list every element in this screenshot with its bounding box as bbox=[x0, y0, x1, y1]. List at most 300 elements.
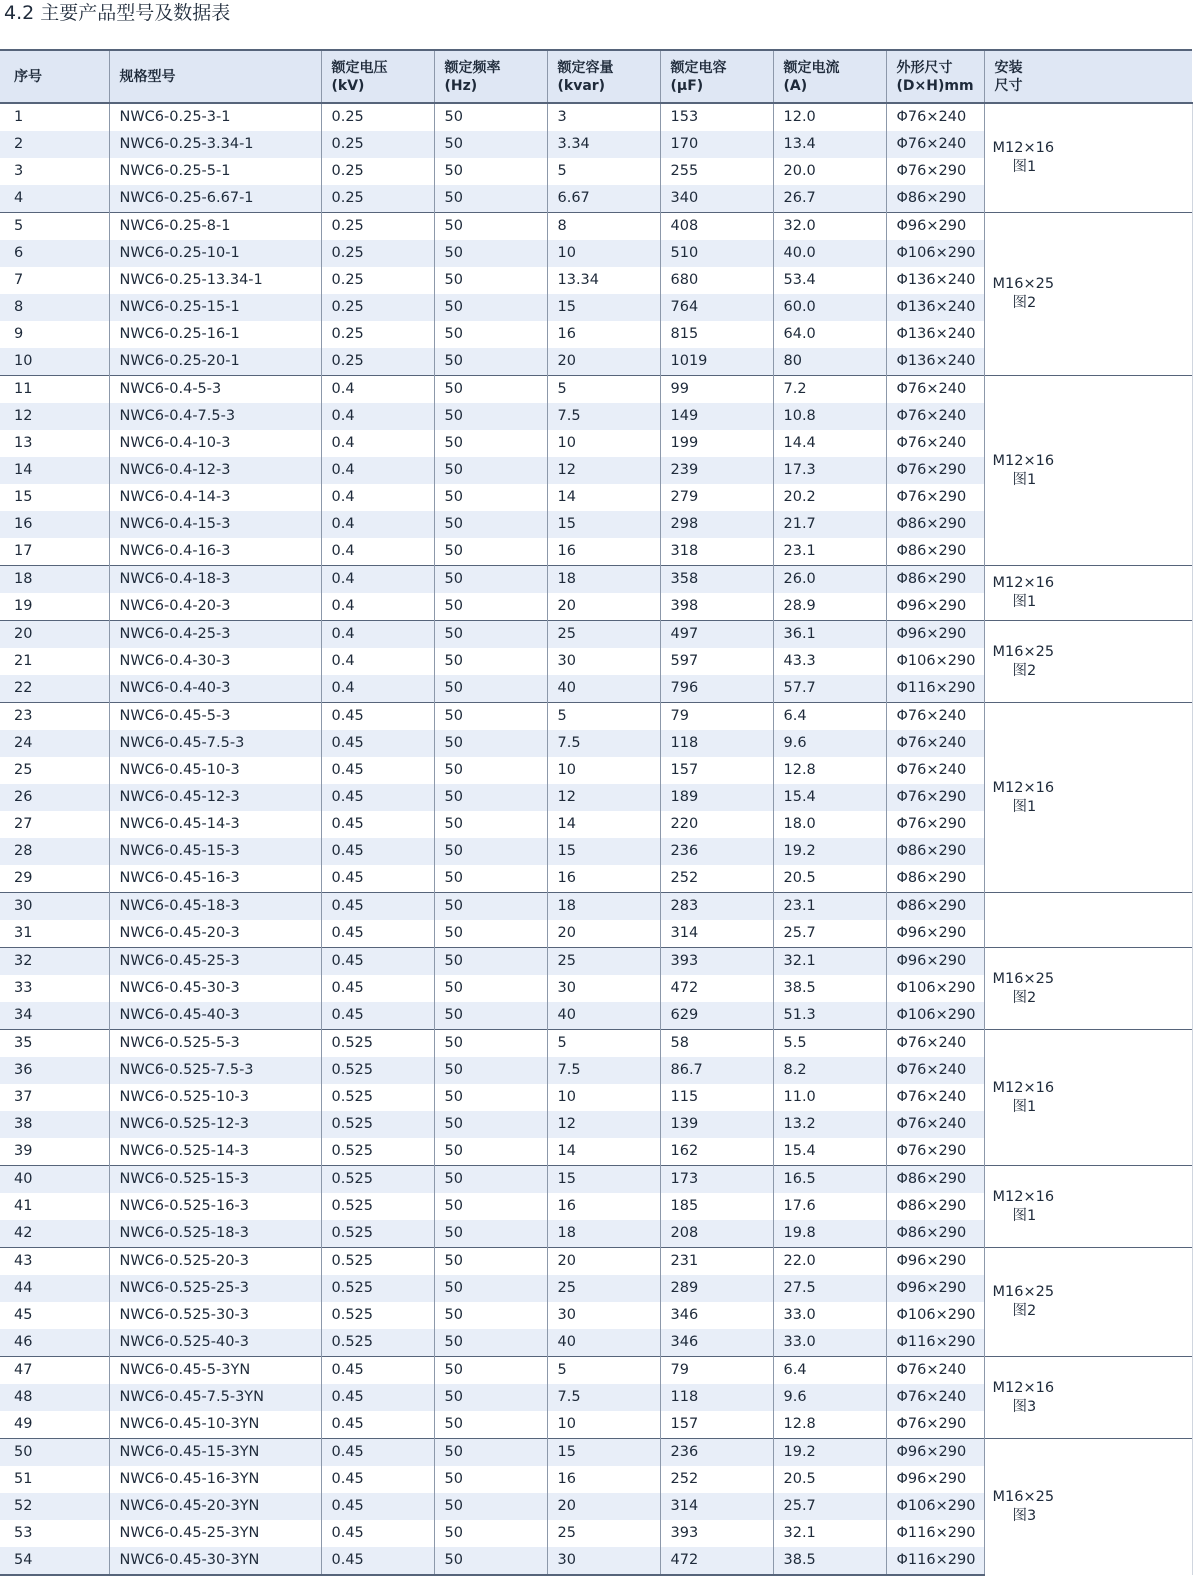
mounting-size: M16×25 bbox=[992, 643, 1055, 660]
cell-current: 51.3 bbox=[773, 1002, 886, 1030]
cell-voltage: 0.25 bbox=[321, 240, 434, 267]
table-row bbox=[0, 703, 1192, 731]
cell-frequency: 50 bbox=[434, 1166, 547, 1194]
cell-current: 19.2 bbox=[773, 1439, 886, 1467]
mounting-figure: 图2 bbox=[1012, 989, 1037, 1006]
cell-frequency: 50 bbox=[434, 1466, 547, 1493]
cell-model: NWC6-0.525-14-3 bbox=[109, 1138, 321, 1166]
cell-voltage: 0.45 bbox=[321, 1520, 434, 1547]
cell-current: 20.2 bbox=[773, 484, 886, 511]
cell-capacity: 6.67 bbox=[547, 185, 660, 213]
mounting-figure: 图3 bbox=[1012, 1398, 1037, 1415]
cell-capacitance: 314 bbox=[660, 1493, 773, 1520]
cell-voltage: 0.45 bbox=[321, 838, 434, 865]
cell-capacity: 14 bbox=[547, 811, 660, 838]
cell-model: NWC6-0.525-5-3 bbox=[109, 1030, 321, 1058]
cell-model: NWC6-0.25-5-1 bbox=[109, 158, 321, 185]
cell-index: 47 bbox=[0, 1357, 109, 1385]
cell-capacity: 20 bbox=[547, 593, 660, 621]
cell-capacitance: 289 bbox=[660, 1275, 773, 1302]
cell-current: 7.2 bbox=[773, 376, 886, 404]
cell-model: NWC6-0.25-8-1 bbox=[109, 213, 321, 241]
cell-mounting bbox=[984, 1248, 1192, 1357]
mounting-size: M16×25 bbox=[992, 970, 1055, 987]
cell-current: 15.4 bbox=[773, 784, 886, 811]
cell-capacity: 15 bbox=[547, 1166, 660, 1194]
cell-voltage: 0.25 bbox=[321, 321, 434, 348]
cell-model: NWC6-0.525-20-3 bbox=[109, 1248, 321, 1276]
cell-model: NWC6-0.45-20-3 bbox=[109, 920, 321, 948]
cell-capacitance: 252 bbox=[660, 865, 773, 893]
cell-index: 2 bbox=[0, 131, 109, 158]
cell-capacitance: 162 bbox=[660, 1138, 773, 1166]
mounting-size: M12×16 bbox=[992, 1079, 1055, 1096]
cell-frequency: 50 bbox=[434, 1520, 547, 1547]
cell-current: 21.7 bbox=[773, 511, 886, 538]
cell-model: NWC6-0.525-16-3 bbox=[109, 1193, 321, 1220]
cell-index: 39 bbox=[14, 1143, 33, 1159]
cell-voltage: 0.525 bbox=[321, 1084, 434, 1111]
cell-frequency: 50 bbox=[434, 865, 547, 893]
cell-voltage: 0.25 bbox=[321, 158, 434, 185]
cell-voltage: 0.45 bbox=[321, 1547, 434, 1575]
cell-capacity: 5 bbox=[547, 158, 660, 185]
cell-capacity: 30 bbox=[547, 1302, 660, 1329]
cell-voltage: 0.525 bbox=[321, 1138, 434, 1166]
cell-capacity: 16 bbox=[547, 321, 660, 348]
cell-index: 1 bbox=[14, 109, 24, 125]
cell-capacitance: 255 bbox=[660, 158, 773, 185]
cell-index: 23 bbox=[0, 703, 109, 731]
cell-model: NWC6-0.4-18-3 bbox=[109, 566, 321, 594]
cell-index: 44 bbox=[0, 1275, 109, 1302]
col-header-frequency bbox=[434, 50, 547, 103]
header-unit: (kvar) bbox=[557, 77, 606, 94]
mounting-size: M12×16 bbox=[992, 452, 1055, 469]
header-label: 额定容量 bbox=[557, 59, 614, 76]
cell-index: 12 bbox=[0, 403, 109, 430]
cell-current: 5.5 bbox=[773, 1030, 886, 1058]
cell-voltage: 0.4 bbox=[321, 566, 434, 594]
cell-model: NWC6-0.4-30-3 bbox=[109, 648, 321, 675]
cell-dimensions: Φ86×290 bbox=[886, 1193, 984, 1220]
cell-voltage: 0.45 bbox=[321, 1002, 434, 1030]
cell-current: 60.0 bbox=[773, 294, 886, 321]
cell-dimensions: Φ76×290 bbox=[886, 1138, 984, 1166]
cell-voltage: 0.25 bbox=[321, 267, 434, 294]
cell-frequency: 50 bbox=[434, 348, 547, 376]
cell-dimensions: Φ106×290 bbox=[886, 240, 984, 267]
cell-voltage: 0.4 bbox=[321, 648, 434, 675]
cell-index: 36 bbox=[0, 1057, 109, 1084]
cell-capacity: 16 bbox=[547, 865, 660, 893]
cell-dimensions: Φ116×290 bbox=[886, 1329, 984, 1357]
cell-model: NWC6-0.525-18-3 bbox=[109, 1220, 321, 1248]
cell-capacity: 25 bbox=[547, 1520, 660, 1547]
product-data-table bbox=[0, 49, 1193, 1576]
cell-index: 40 bbox=[0, 1166, 109, 1194]
cell-dimensions: Φ76×290 bbox=[886, 484, 984, 511]
cell-capacitance: 796 bbox=[660, 675, 773, 703]
cell-voltage: 0.45 bbox=[321, 784, 434, 811]
cell-model: NWC6-0.25-15-1 bbox=[109, 294, 321, 321]
cell-index: 10 bbox=[0, 348, 109, 376]
cell-capacitance: 220 bbox=[660, 811, 773, 838]
table-row bbox=[0, 1166, 1192, 1194]
cell-mounting bbox=[984, 703, 1192, 893]
cell-current: 17.3 bbox=[773, 457, 886, 484]
cell-index: 34 bbox=[0, 1002, 109, 1030]
cell-frequency: 50 bbox=[434, 213, 547, 241]
cell-frequency: 50 bbox=[434, 1275, 547, 1302]
cell-dimensions: Φ76×240 bbox=[886, 703, 984, 731]
cell-capacity: 8 bbox=[547, 213, 660, 241]
cell-current: 26.0 bbox=[773, 566, 886, 594]
page-title: 4.2 主要产品型号及数据表 bbox=[4, 2, 231, 24]
cell-index: 31 bbox=[14, 925, 33, 941]
mounting-figure: 图1 bbox=[1012, 1098, 1037, 1115]
cell-capacitance: 358 bbox=[660, 566, 773, 594]
cell-voltage: 0.45 bbox=[321, 920, 434, 948]
cell-capacity: 18 bbox=[547, 566, 660, 594]
cell-dimensions: Φ76×290 bbox=[886, 1411, 984, 1439]
cell-capacitance: 236 bbox=[660, 1439, 773, 1467]
header-label: 额定电流 bbox=[783, 59, 840, 76]
cell-index: 6 bbox=[0, 240, 109, 267]
cell-capacity: 3 bbox=[547, 103, 660, 131]
cell-current: 9.6 bbox=[773, 1384, 886, 1411]
cell-model: NWC6-0.45-15-3 bbox=[109, 838, 321, 865]
cell-dimensions: Φ96×290 bbox=[886, 621, 984, 649]
cell-dimensions: Φ76×290 bbox=[886, 784, 984, 811]
table-row bbox=[0, 213, 1192, 241]
cell-model: NWC6-0.525-12-3 bbox=[109, 1111, 321, 1138]
cell-model: NWC6-0.525-10-3 bbox=[109, 1084, 321, 1111]
header-label: 序号 bbox=[14, 68, 42, 85]
header-label: 规格型号 bbox=[119, 68, 176, 85]
cell-frequency: 50 bbox=[434, 730, 547, 757]
cell-index: 41 bbox=[14, 1198, 33, 1214]
cell-capacitance: 118 bbox=[660, 730, 773, 757]
table-row bbox=[0, 948, 1192, 976]
cell-frequency: 50 bbox=[434, 403, 547, 430]
cell-dimensions: Φ86×290 bbox=[886, 1220, 984, 1248]
cell-model: NWC6-0.4-25-3 bbox=[109, 621, 321, 649]
cell-current: 20.5 bbox=[773, 865, 886, 893]
mounting-figure: 图2 bbox=[1012, 662, 1037, 679]
cell-dimensions: Φ136×240 bbox=[886, 348, 984, 376]
cell-frequency: 50 bbox=[434, 757, 547, 784]
cell-current: 8.2 bbox=[773, 1057, 886, 1084]
cell-frequency: 50 bbox=[434, 811, 547, 838]
table-row bbox=[0, 566, 1192, 594]
cell-index: 29 bbox=[14, 870, 33, 886]
cell-voltage: 0.4 bbox=[321, 538, 434, 566]
cell-current: 20.5 bbox=[773, 1466, 886, 1493]
cell-voltage: 0.525 bbox=[321, 1220, 434, 1248]
header-label: 额定电压 bbox=[331, 59, 388, 76]
col-header-dimensions bbox=[886, 50, 984, 103]
cell-frequency: 50 bbox=[434, 1439, 547, 1467]
mounting-size: M12×16 bbox=[992, 1188, 1055, 1205]
cell-dimensions: Φ96×290 bbox=[886, 1248, 984, 1276]
cell-capacity: 25 bbox=[547, 621, 660, 649]
cell-dimensions: Φ76×240 bbox=[886, 376, 984, 404]
cell-mounting bbox=[984, 893, 1192, 948]
cell-frequency: 50 bbox=[434, 1547, 547, 1575]
cell-index: 8 bbox=[0, 294, 109, 321]
cell-capacity: 12 bbox=[547, 1111, 660, 1138]
cell-current: 64.0 bbox=[773, 321, 886, 348]
cell-capacitance: 408 bbox=[660, 213, 773, 241]
cell-capacity: 5 bbox=[547, 703, 660, 731]
cell-model: NWC6-0.4-40-3 bbox=[109, 675, 321, 703]
header-unit: (A) bbox=[783, 77, 808, 94]
cell-current: 22.0 bbox=[773, 1248, 886, 1276]
cell-model: NWC6-0.45-15-3YN bbox=[109, 1439, 321, 1467]
cell-capacitance: 99 bbox=[660, 376, 773, 404]
cell-frequency: 50 bbox=[434, 511, 547, 538]
cell-capacitance: 340 bbox=[660, 185, 773, 213]
cell-frequency: 50 bbox=[434, 321, 547, 348]
cell-voltage: 0.25 bbox=[321, 185, 434, 213]
cell-voltage: 0.45 bbox=[321, 1439, 434, 1467]
cell-dimensions: Φ86×290 bbox=[886, 893, 984, 921]
cell-frequency: 50 bbox=[434, 1248, 547, 1276]
cell-capacitance: 318 bbox=[660, 538, 773, 566]
cell-dimensions: Φ76×240 bbox=[886, 430, 984, 457]
cell-model: NWC6-0.45-7.5-3YN bbox=[109, 1384, 321, 1411]
cell-frequency: 50 bbox=[434, 948, 547, 976]
cell-dimensions: Φ76×240 bbox=[886, 1057, 984, 1084]
cell-dimensions: Φ76×240 bbox=[886, 1030, 984, 1058]
cell-capacity: 40 bbox=[547, 1002, 660, 1030]
cell-index: 42 bbox=[0, 1220, 109, 1248]
cell-mounting bbox=[984, 1439, 1192, 1576]
cell-dimensions: Φ76×290 bbox=[886, 158, 984, 185]
cell-current: 33.0 bbox=[773, 1302, 886, 1329]
cell-capacity: 15 bbox=[547, 511, 660, 538]
header-label: 外形尺寸 bbox=[896, 59, 953, 76]
header-unit: (Hz) bbox=[444, 77, 478, 94]
cell-index: 18 bbox=[0, 566, 109, 594]
col-header-capacitance bbox=[660, 50, 773, 103]
cell-model: NWC6-0.25-20-1 bbox=[109, 348, 321, 376]
cell-dimensions: Φ76×240 bbox=[886, 1111, 984, 1138]
cell-current: 10.8 bbox=[773, 403, 886, 430]
cell-capacitance: 497 bbox=[660, 621, 773, 649]
cell-voltage: 0.45 bbox=[321, 865, 434, 893]
table-row bbox=[0, 1030, 1192, 1058]
cell-capacity: 5 bbox=[547, 1357, 660, 1385]
cell-dimensions: Φ76×240 bbox=[886, 1357, 984, 1385]
cell-dimensions: Φ86×290 bbox=[886, 865, 984, 893]
cell-mounting bbox=[984, 213, 1192, 376]
cell-current: 26.7 bbox=[773, 185, 886, 213]
cell-frequency: 50 bbox=[434, 1084, 547, 1111]
cell-dimensions: Φ76×240 bbox=[886, 757, 984, 784]
cell-frequency: 50 bbox=[434, 430, 547, 457]
mounting-size: M12×16 bbox=[992, 1379, 1055, 1396]
cell-current: 57.7 bbox=[773, 675, 886, 703]
cell-current: 23.1 bbox=[773, 893, 886, 921]
cell-frequency: 50 bbox=[434, 566, 547, 594]
cell-dimensions: Φ116×290 bbox=[886, 1520, 984, 1547]
cell-current: 9.6 bbox=[773, 730, 886, 757]
cell-index: 43 bbox=[0, 1248, 109, 1276]
col-header-voltage bbox=[321, 50, 434, 103]
cell-model: NWC6-0.45-30-3 bbox=[109, 975, 321, 1002]
cell-index: 21 bbox=[14, 653, 33, 669]
cell-frequency: 50 bbox=[434, 1302, 547, 1329]
cell-model: NWC6-0.525-40-3 bbox=[109, 1329, 321, 1357]
cell-capacity: 12 bbox=[547, 457, 660, 484]
col-header-capacity bbox=[547, 50, 660, 103]
cell-current: 20.0 bbox=[773, 158, 886, 185]
cell-frequency: 50 bbox=[434, 784, 547, 811]
cell-capacitance: 764 bbox=[660, 294, 773, 321]
cell-capacity: 40 bbox=[547, 675, 660, 703]
cell-frequency: 50 bbox=[434, 185, 547, 213]
header-unit: (D×H)mm bbox=[896, 77, 974, 94]
cell-current: 18.0 bbox=[773, 811, 886, 838]
cell-current: 23.1 bbox=[773, 538, 886, 566]
cell-capacity: 18 bbox=[547, 1220, 660, 1248]
cell-index: 22 bbox=[0, 675, 109, 703]
cell-model: NWC6-0.4-20-3 bbox=[109, 593, 321, 621]
cell-capacity: 30 bbox=[547, 975, 660, 1002]
mounting-figure: 图1 bbox=[1012, 798, 1037, 815]
cell-voltage: 0.25 bbox=[321, 103, 434, 131]
cell-frequency: 50 bbox=[434, 1002, 547, 1030]
cell-model: NWC6-0.25-13.34-1 bbox=[109, 267, 321, 294]
cell-current: 53.4 bbox=[773, 267, 886, 294]
cell-dimensions: Φ96×290 bbox=[886, 948, 984, 976]
cell-voltage: 0.25 bbox=[321, 348, 434, 376]
cell-capacity: 10 bbox=[547, 1084, 660, 1111]
cell-capacitance: 680 bbox=[660, 267, 773, 294]
cell-model: NWC6-0.45-18-3 bbox=[109, 893, 321, 921]
cell-model: NWC6-0.525-7.5-3 bbox=[109, 1057, 321, 1084]
cell-voltage: 0.525 bbox=[321, 1248, 434, 1276]
cell-dimensions: Φ96×290 bbox=[886, 920, 984, 948]
cell-dimensions: Φ116×290 bbox=[886, 1547, 984, 1575]
cell-dimensions: Φ106×290 bbox=[886, 975, 984, 1002]
col-header-model bbox=[109, 50, 321, 103]
cell-model: NWC6-0.4-5-3 bbox=[109, 376, 321, 404]
cell-dimensions: Φ86×290 bbox=[886, 838, 984, 865]
cell-capacity: 30 bbox=[547, 648, 660, 675]
cell-frequency: 50 bbox=[434, 1138, 547, 1166]
cell-capacity: 7.5 bbox=[547, 1384, 660, 1411]
cell-current: 16.5 bbox=[773, 1166, 886, 1194]
cell-index: 51 bbox=[14, 1471, 33, 1487]
cell-capacity: 16 bbox=[547, 1193, 660, 1220]
cell-model: NWC6-0.45-10-3 bbox=[109, 757, 321, 784]
col-header-index bbox=[0, 50, 109, 103]
cell-mounting bbox=[984, 1030, 1192, 1166]
cell-current: 12.8 bbox=[773, 757, 886, 784]
cell-current: 27.5 bbox=[773, 1275, 886, 1302]
cell-capacitance: 118 bbox=[660, 1384, 773, 1411]
cell-capacitance: 231 bbox=[660, 1248, 773, 1276]
cell-dimensions: Φ106×290 bbox=[886, 648, 984, 675]
header-label: 额定频率 bbox=[444, 59, 501, 76]
cell-dimensions: Φ86×290 bbox=[886, 1166, 984, 1194]
cell-capacity: 16 bbox=[547, 1466, 660, 1493]
table-row bbox=[0, 103, 1192, 131]
cell-dimensions: Φ76×240 bbox=[886, 103, 984, 131]
cell-dimensions: Φ86×290 bbox=[886, 566, 984, 594]
cell-voltage: 0.525 bbox=[321, 1030, 434, 1058]
cell-current: 15.4 bbox=[773, 1138, 886, 1166]
mounting-figure: 图2 bbox=[1012, 1303, 1037, 1319]
header-label: 安装 bbox=[994, 59, 1023, 76]
mounting-size: M12×16 bbox=[992, 779, 1055, 796]
cell-index: 26 bbox=[0, 784, 109, 811]
cell-index: 53 bbox=[14, 1525, 33, 1541]
cell-capacitance: 115 bbox=[660, 1084, 773, 1111]
cell-frequency: 50 bbox=[434, 538, 547, 566]
cell-model: NWC6-0.4-15-3 bbox=[109, 511, 321, 538]
cell-dimensions: Φ76×240 bbox=[886, 1384, 984, 1411]
cell-dimensions: Φ96×290 bbox=[886, 213, 984, 241]
cell-capacitance: 283 bbox=[660, 893, 773, 921]
cell-voltage: 0.4 bbox=[321, 621, 434, 649]
cell-capacitance: 153 bbox=[660, 103, 773, 131]
cell-capacity: 25 bbox=[547, 948, 660, 976]
cell-current: 25.7 bbox=[773, 1493, 886, 1520]
cell-capacitance: 239 bbox=[660, 457, 773, 484]
cell-mounting bbox=[984, 948, 1192, 1030]
cell-capacity: 10 bbox=[547, 430, 660, 457]
cell-capacity: 20 bbox=[547, 1248, 660, 1276]
cell-current: 13.2 bbox=[773, 1111, 886, 1138]
mounting-size: M16×25 bbox=[992, 276, 1055, 292]
cell-dimensions: Φ86×290 bbox=[886, 538, 984, 566]
cell-capacitance: 189 bbox=[660, 784, 773, 811]
cell-frequency: 50 bbox=[434, 484, 547, 511]
cell-dimensions: Φ106×290 bbox=[886, 1002, 984, 1030]
cell-mounting bbox=[984, 566, 1192, 621]
cell-current: 43.3 bbox=[773, 648, 886, 675]
cell-frequency: 50 bbox=[434, 920, 547, 948]
mounting-size: M16×25 bbox=[992, 1489, 1055, 1505]
cell-dimensions: Φ76×240 bbox=[886, 1084, 984, 1111]
cell-capacity: 5 bbox=[547, 376, 660, 404]
header-unit: 尺寸 bbox=[994, 77, 1023, 94]
cell-index: 32 bbox=[0, 948, 109, 976]
cell-dimensions: Φ96×290 bbox=[886, 1275, 984, 1302]
mounting-figure: 图1 bbox=[1012, 471, 1037, 488]
cell-capacity: 10 bbox=[547, 757, 660, 784]
mounting-figure: 图1 bbox=[1012, 1207, 1037, 1224]
cell-voltage: 0.45 bbox=[321, 730, 434, 757]
cell-index: 24 bbox=[0, 730, 109, 757]
cell-capacity: 15 bbox=[547, 294, 660, 321]
cell-mounting bbox=[984, 1357, 1192, 1439]
cell-frequency: 50 bbox=[434, 838, 547, 865]
cell-current: 6.4 bbox=[773, 1357, 886, 1385]
cell-model: NWC6-0.525-15-3 bbox=[109, 1166, 321, 1194]
cell-voltage: 0.45 bbox=[321, 1357, 434, 1385]
cell-model: NWC6-0.45-40-3 bbox=[109, 1002, 321, 1030]
cell-current: 12.0 bbox=[773, 103, 886, 131]
cell-index: 38 bbox=[0, 1111, 109, 1138]
cell-index: 16 bbox=[0, 511, 109, 538]
cell-voltage: 0.25 bbox=[321, 213, 434, 241]
cell-capacitance: 173 bbox=[660, 1166, 773, 1194]
